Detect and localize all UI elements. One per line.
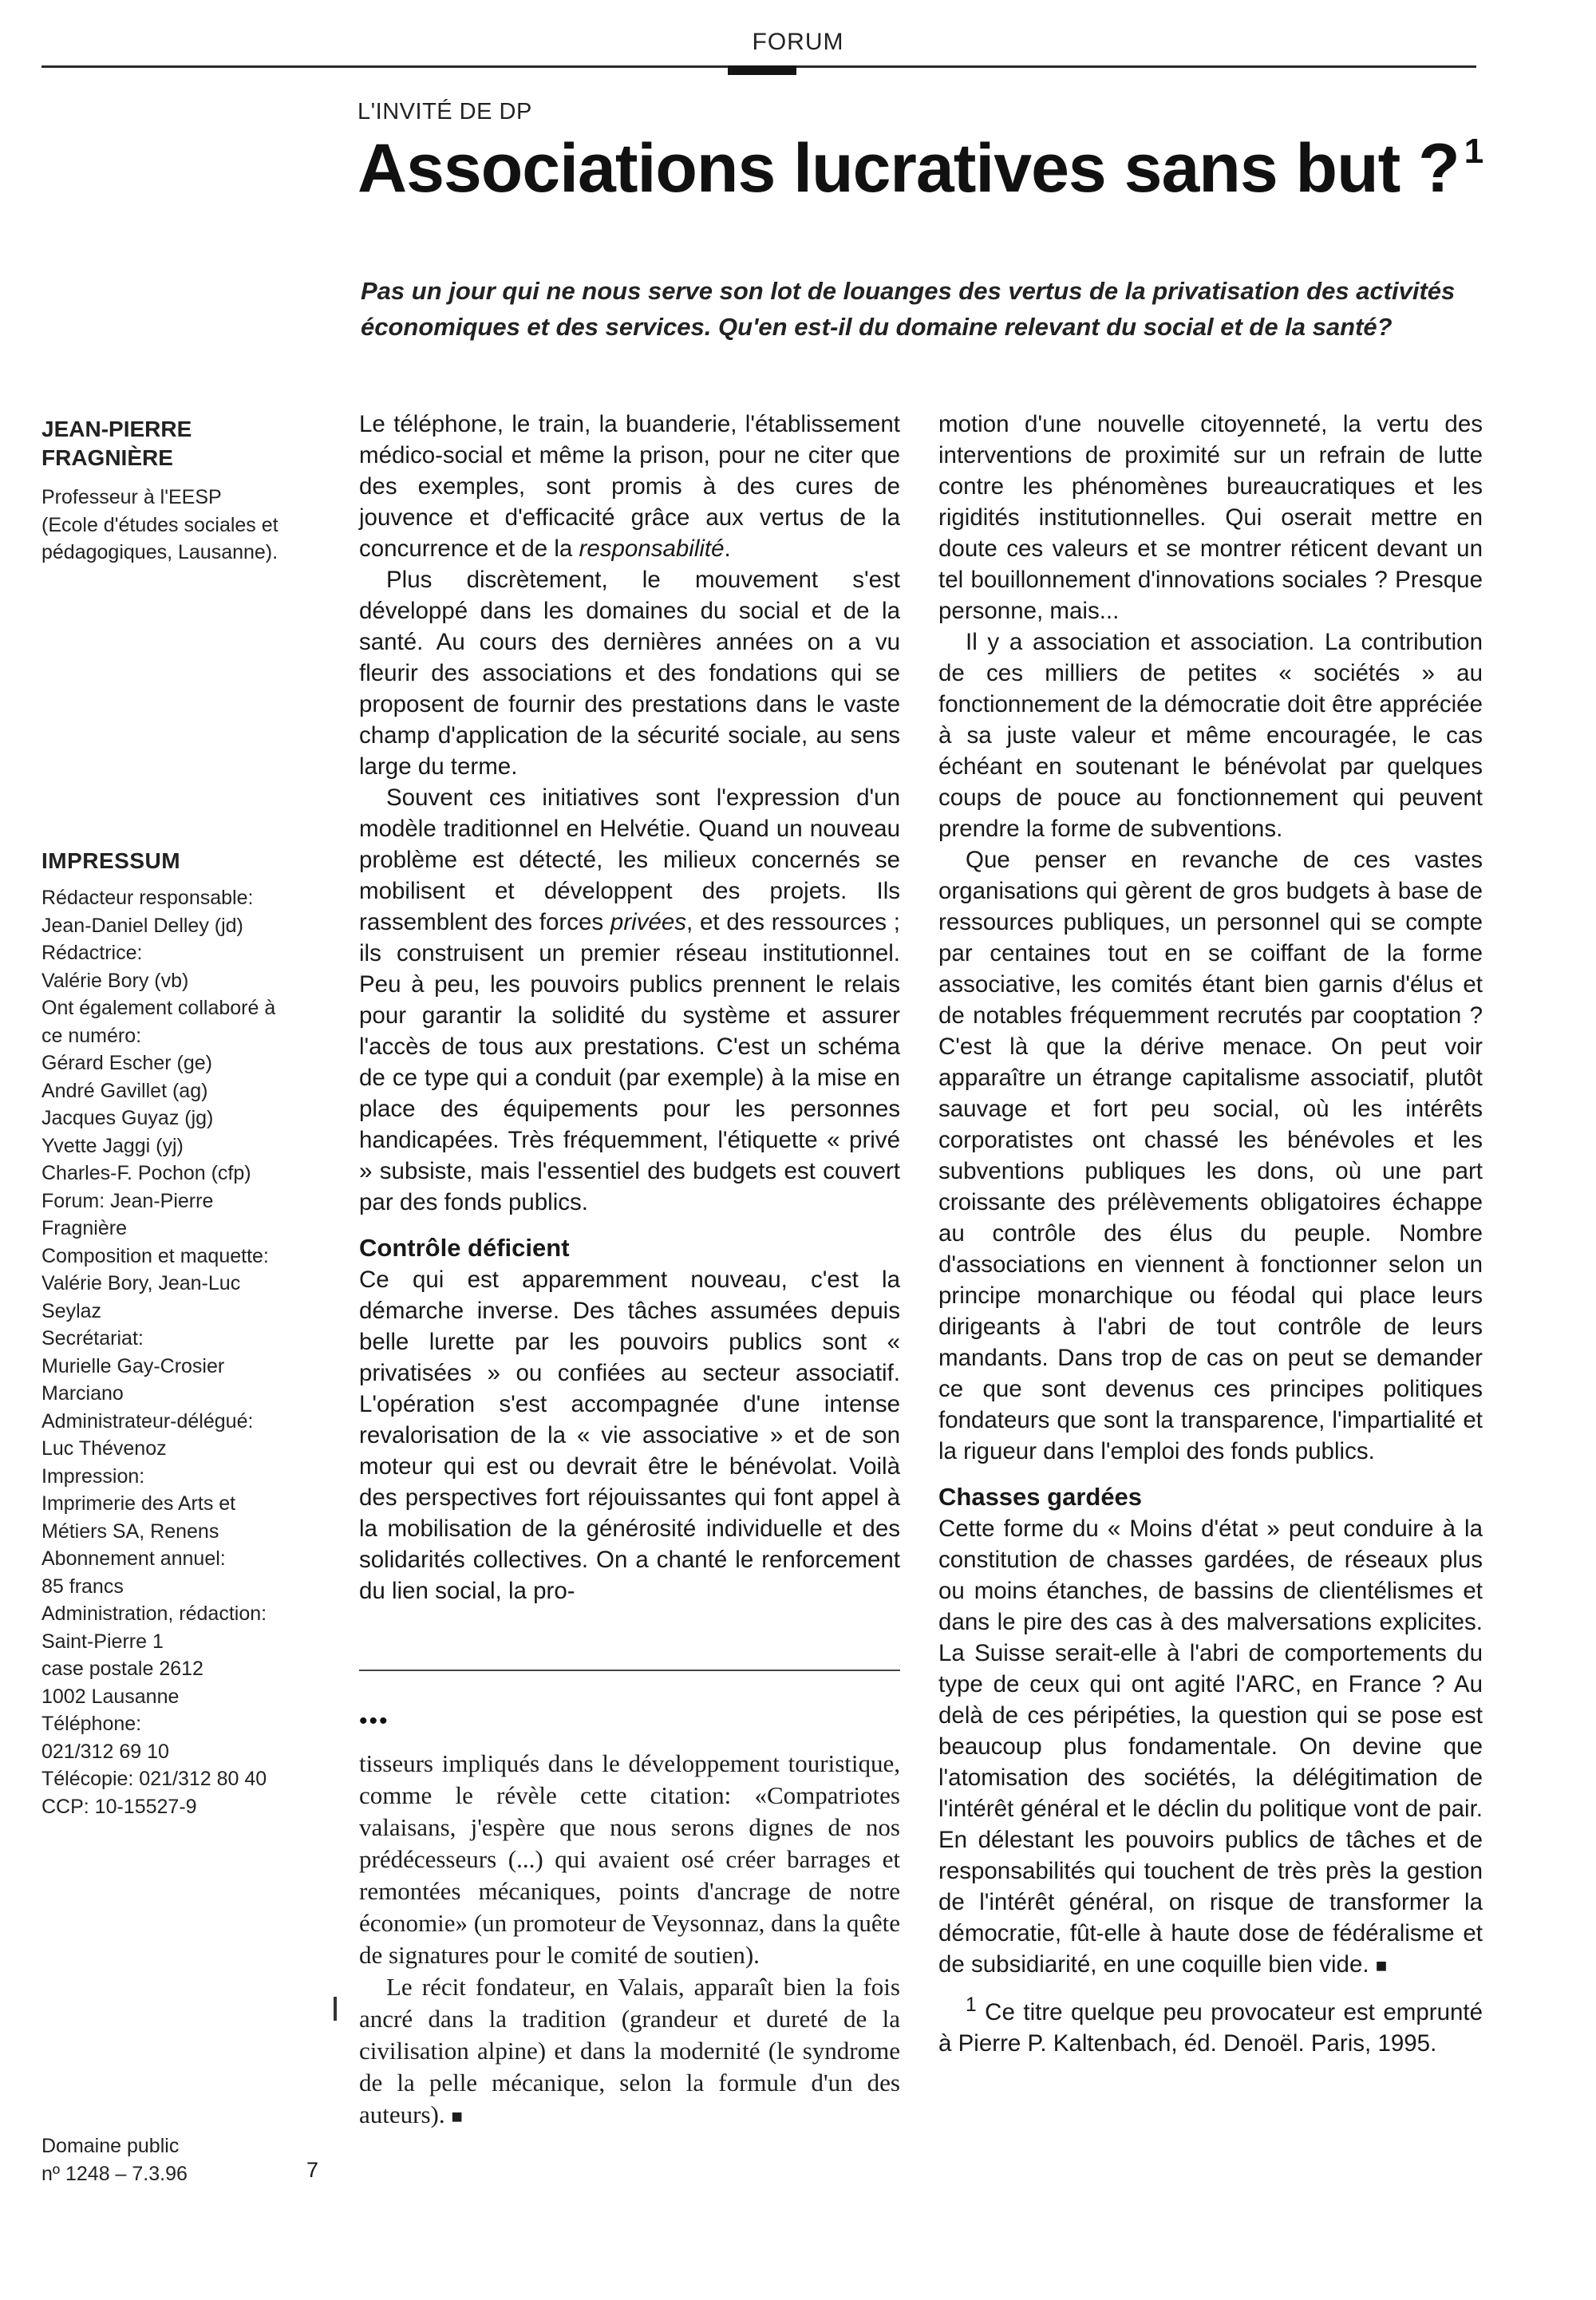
impressum-line: 021/312 69 10 — [41, 1740, 169, 1763]
impressum-line: Secrétariat: — [41, 1327, 144, 1350]
impressum-line: Téléphone: — [41, 1713, 142, 1735]
paragraph-text: Le récit fondateur, en Valais, apparaît bien la fois ancré dans la tradition (grandeur et dureté de la civilisation alpine) et dans la modernité (le syndrome de la pelle mécanique, selon la formule d'un des auteurs). — [359, 1973, 900, 2128]
impressum-line: Abonnement annuel: — [41, 1547, 226, 1570]
column-divider-rule — [359, 1670, 900, 1671]
impressum-line: Composition et maquette: — [41, 1244, 269, 1267]
paragraph-text: Cette forme du « Moins d'état » peut conduire à la constitution de chasses gardées, de réseaux plus ou moins étanches, de bassins de clientélismes et dans le pire des cas à des malversations explicites. La Suisse serait-elle à l'abri de comportements du type de ceux qui ont agité l'ARC, en France ? Au delà de ces péripéties, la question qui se pose est beaucoup plus fondamentale. On devine que l'atomisation des sociétés, la délégitimation de l'intérêt général et le déclin du politique vont de pair. En délestant les pouvoirs publics de tâches et de responsabilités qui touchent de très près la gestion de l'intérêt général, on risque de transformer la démocratie, fût-elle à haute dose de fédéralisme et de subsidiarité, en une coquille bien vide. — [938, 1516, 1483, 1978]
impressum-line: Gérard Escher (ge) — [41, 1052, 212, 1074]
paragraph — [359, 782, 900, 1218]
impressum-line: Ont également collaboré à — [41, 997, 276, 1019]
end-mark-icon: ■ — [1375, 1955, 1388, 1977]
impressum-line: Jacques Guyaz (jg) — [41, 1107, 214, 1129]
impressum-heading: IMPRESSUM — [41, 848, 181, 873]
impressum-line: Fragnière — [41, 1217, 127, 1239]
author-name — [41, 415, 321, 472]
impressum-line: Yvette Jaggi (yj) — [41, 1134, 184, 1157]
impressum-line: André Gavillet (ag) — [41, 1079, 208, 1102]
author-role — [41, 484, 321, 567]
article-title — [358, 130, 1483, 207]
subheading: Contrôle déficient — [359, 1234, 570, 1262]
paragraph-text: Le téléphone, le train, la buanderie, l'établissement médico-social et même la prison, pour ne citer que des exemples, sont promis à des cures de jouvence et d'efficacité grâce aux vertus de la concurrence et de la — [359, 411, 900, 562]
article-lead: Pas un jour qui ne nous serve son lot de louanges des vertus de la privatisation des activités économiques et des services. Qu'en est-il du domaine relevant du social et de la santé? — [361, 277, 1456, 341]
impressum-line: ce numéro: — [41, 1024, 142, 1047]
paragraph: Il y a association et association. La contribution de ces milliers de petites « sociétés » au fonctionnement de la démocratie doit être appréciée à sa juste valeur et même encouragée, le cas échéant en soutenant le bénévolat par quelques coups de pouce au fonctionnement qui peuvent prendre la forme de subventions. — [938, 629, 1483, 842]
paragraph: motion d'une nouvelle citoyenneté, la vertu des interventions de proximité sur un refrain de lutte contre les phénomènes bureaucratiques et les rigidités institutionnelles. Qui oserait mettre en doute ces valeurs et se montrer réticent devant un tel bouillonnement d'innovations sociales ? Presque personne, mais... — [938, 411, 1483, 624]
paragraph-text: , et des ressources ; ils construisent un premier réseau institutionnel. Peu à peu, les pouvoirs publics prennent le relais pour garantir la solidité du système et assurer l'accès de tous aux prestations. C'est un schéma de ce type qui a conduit (par exemple) à la mise en place des équipements pour les personnes handicapées. Très fréquemment, l'étiquette « privé » subsiste, mais l'essentiel des budgets est couvert par des fonds publics. — [359, 909, 900, 1215]
author-name-line: FRAGNIÈRE — [41, 445, 173, 470]
author-role-line: Professeur à l'EESP — [41, 486, 222, 508]
impressum-line: Administration, rédaction: — [41, 1602, 267, 1625]
kicker: L'INVITÉ DE DP — [358, 99, 532, 124]
impressum-line: Impression: — [41, 1464, 145, 1488]
impressum-line: Luc Thévenoz — [41, 1437, 167, 1460]
paragraph — [938, 1513, 1483, 1982]
paragraph: tisseurs impliqués dans le développement touristique, comme le révèle cette citation: «Compatriotes valaisans, j'espère que nous serons dignes de nos prédécesseurs (...) qui avaient osé créer barrages et remontées mécaniques, points d'ancrage de notre économie» (un promoteur de Veysonnaz, dans la quête de signatures pour le comité de soutien). — [359, 1749, 900, 1969]
emphasis: responsabilité — [579, 535, 725, 562]
article-title-text: Associations lucratives sans but ? — [358, 130, 1460, 207]
impressum-line: case postale 2612 — [41, 1658, 203, 1680]
paragraph: Que penser en revanche de ces vastes organisations qui gèrent de gros budgets à base de ressources publiques, un personnel qui se compte par centaines tout en se coiffant de la forme associative, les comités étant bien garnis d'élus et de notables fréquemment recrutés par cooptation ? C'est là que la dérive menace. On peut voir apparaître un étrange capitalisme associatif, plutôt sauvage et fort peu social, où les intérêts corporatistes ont chassé les bénévoles et les subventions publiques les dons, où une part croissante des prélèvements obligatoires échappe au contrôle des élus du peuple. Nombre d'associations en viennent à fonctionner selon un principe monarchique ou féodal qui place leurs dirigeants à l'abri de tout contrôle de leurs mandants. Dans trop de cas on peut se demander ce que sont devenus ces principes politiques fondateurs que sont la transparence, l'impartialité et la rigueur dans l'emploi des fonds publics. — [938, 847, 1483, 1464]
impressum-line: Charles-F. Pochon (cfp) — [41, 1162, 251, 1184]
publication-name: Domaine public — [41, 2135, 180, 2157]
article-column-2 — [938, 409, 1483, 2059]
impressum-line: Saint-Pierre 1 — [41, 1630, 164, 1653]
impressum-line: Jean-Daniel Delley (jd) — [41, 914, 243, 937]
paragraph-text: Souvent ces initiatives sont l'expression d'un modèle traditionnel en Helvétie. Quand un nouveau problème est détecté, les milieux concernés se mobilisent et développent des projets. Ils rassemblent des forces — [359, 784, 900, 935]
impressum-line: Rédacteur responsable: — [41, 887, 254, 909]
impressum-line: CCP: 10-15527-9 — [41, 1795, 197, 1818]
impressum-line: Forum: Jean-Pierre — [41, 1189, 214, 1212]
author-name-line: JEAN-PIERRE — [41, 417, 192, 441]
impressum-line: Métiers SA, Renens — [41, 1520, 219, 1543]
impressum-line: Télécopie: 021/312 80 40 — [41, 1768, 267, 1790]
impressum-line: Seylaz — [41, 1299, 102, 1322]
paragraph: Plus discrètement, le mouvement s'est développé dans les domaines du social et de la santé. Au cours des dernières années on a vu fleurir des associations et des fondations qui se proposent de fournir des prestations dans le vaste champ d'application de la sécurité sociale, au sens large du terme. — [359, 567, 900, 780]
title-footnote-ref: 1 — [1464, 132, 1483, 172]
page-number: 7 — [306, 2158, 319, 2182]
impressum-list — [41, 884, 321, 1820]
impressum-line: Murielle Gay-Crosier — [41, 1354, 225, 1377]
impressum-line: Valérie Bory (vb) — [41, 969, 189, 992]
publication-footer — [41, 2132, 321, 2187]
header-tab-marker — [728, 65, 796, 75]
paragraph — [359, 1971, 900, 2133]
continuation-dots: ••• — [359, 1708, 389, 1734]
article-column-1 — [359, 409, 900, 1606]
author-role-line: (Ecole d'études sociales et — [41, 513, 279, 536]
section-label: FORUM — [752, 29, 844, 55]
footnote-number: 1 — [966, 1994, 977, 2016]
issue-info: nº 1248 – 7.3.96 — [41, 2162, 188, 2185]
margin-mark — [334, 1997, 337, 2021]
impressum-line: 1002 Lausanne — [41, 1685, 180, 1708]
impressum-line: Valérie Bory, Jean-Luc — [41, 1272, 241, 1294]
emphasis: privées — [610, 909, 687, 935]
footnote-text: Ce titre quelque peu provocateur est emprunté à Pierre P. Kaltenbach, éd. Denoël. Paris, 1995. — [938, 1998, 1483, 2057]
author-role-line: pédagogiques, Lausanne). — [41, 541, 279, 563]
impressum-line: Rédactrice: — [41, 942, 143, 964]
paragraph-text: . — [724, 535, 731, 562]
paragraph: Ce qui est apparemment nouveau, c'est la démarche inverse. Des tâches assumées depuis belle lurette par les pouvoirs publics sont « privatisées » ou confiées au secteur associatif. L'opération s'est accompagnée d'une intense revalorisation de la « vie associative » et de son moteur qui est ou devrait être le bénévolat. Voilà des perspectives fort réjouissantes qui font appel à la mobilisation de la générosité individuelle et des solidarités collectives. On a chanté le renforcement du lien social, la pro- — [359, 1267, 900, 1604]
subheading: Chasses gardées — [938, 1483, 1143, 1511]
impressum-line: 85 francs — [41, 1575, 124, 1598]
paragraph — [359, 409, 900, 564]
impressum-line: Marciano — [41, 1382, 124, 1405]
continued-article — [359, 1748, 900, 2133]
impressum-line: Administrateur-délégué: — [41, 1409, 254, 1433]
footnote — [938, 1990, 1483, 2059]
end-mark-icon: ■ — [451, 2107, 463, 2128]
impressum-line: Imprimerie des Arts et — [41, 1492, 236, 1515]
